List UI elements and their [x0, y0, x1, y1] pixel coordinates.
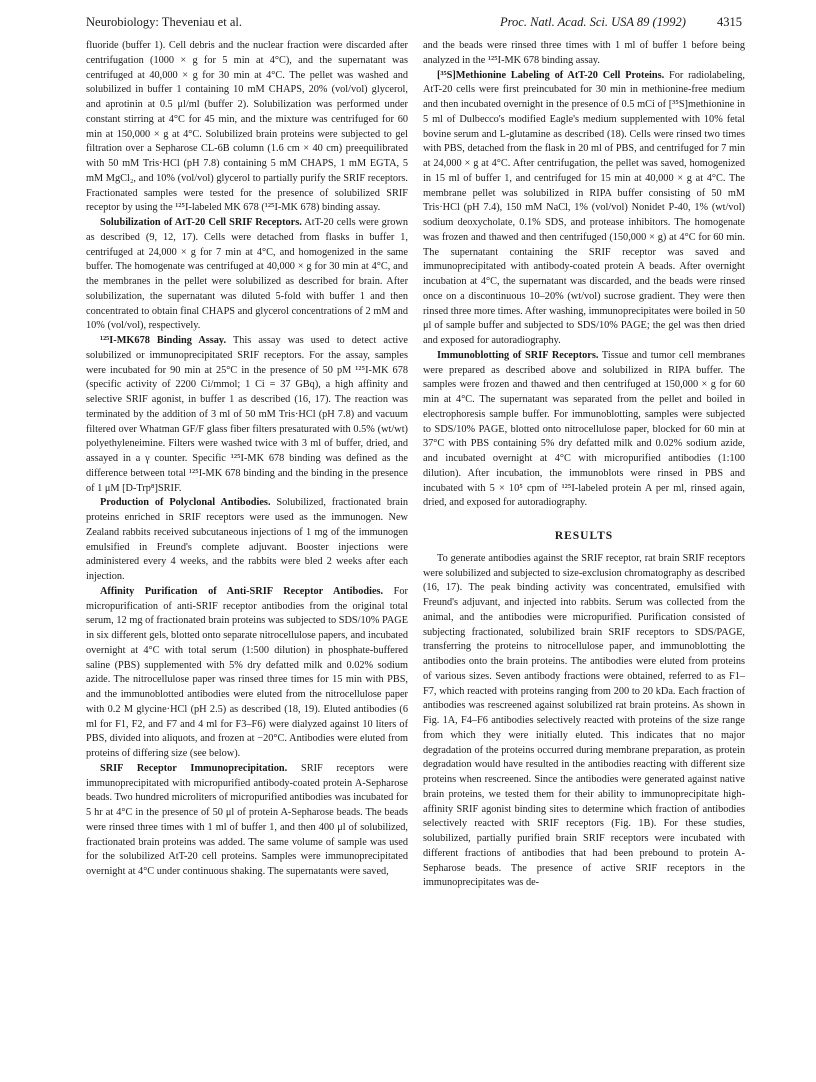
section-title-att20-solubilization: Solubilization of AtT-20 Cell SRIF Receptors.: [100, 217, 302, 228]
paragraph-binding-assay: [86, 334, 408, 496]
paragraph-immunoprecipitation: [86, 762, 408, 880]
paragraph-affinity-purification: [86, 585, 408, 762]
section-body-methionine-labeling: For radiolabeling, AtT-20 cells were first preincubated for 30 min in methionine-free medium and then incubated overnight in the presence of 0.5 mCi of [³⁵S]methionine in 5 ml of Dulbecco's modified Eagle's medium supplemented with 10% fetal bovine serum and L-glutamine as described (18). Cells were rinsed two times with PBS, detached from the flask in 20 ml of PBS, and centrifuged for 7 min at 24,000 × g at 4°C. After centrifugation, the pellet was saved, homogenized in 15 ml of buffer 1, and centrifuged for 15 min at 40,000 × g at 4°C. The membrane pellet was solubilized in RIPA buffer consisting of 50 mM Tris·HCl (pH 7.4), 150 mM NaCl, 1% (vol/vol) Nonidet P-40, 1% (wt/vol) sodium deoxycholate, 0.1% SDS, and protease inhibitors. The homogenate was frozen and thawed and then centrifuged (150,000 × g) at 4°C for 60 min. The supernatant containing the SRIF receptor was saved and immunoprecipitated with antibody-coated protein A beads. After overnight incubation at 4°C, the supernatant was discarded, and the beads were rinsed once on a discontinuous 10–20% (wt/vol) sucrose gradient. They were then rinsed three more times. After washing, immunoprecipitates were boiled in 50 μl of sample buffer and subjected to SDS/10% PAGE; the gel was then dried and exposed for autoradiography.: [423, 69, 745, 346]
header-page-number: 4315: [717, 15, 742, 29]
section-title-affinity-purification: Affinity Purification of Anti-SRIF Receptor Antibodies.: [100, 585, 384, 597]
section-body-antibody-production: Solubilized, fractionated brain proteins enriched in SRIF receptors were used as the immunogen. New Zealand rabbits received subcutaneous injections of 1 mg of the immunogen emulsified in Freund's complete adjuvant. Booster injections were administered every 4 weeks, and the rabbits were bled 2 weeks after each injection.: [86, 497, 408, 582]
section-body-binding-assay: This assay was used to detect active solubilized or immunoprecipitated SRIF receptors. For the assay, samples were incubated for 90 min at 25°C in the presence of 50 pM ¹²⁵I-MK 678 (specific activity of 2200 Ci/mmol; 1 Ci = 37 GBq), a high affinity and selective SRIF agonist, in buffer 1 as described (16, 17). The reaction was terminated by the addition of 3 ml of 50 mM Tris·HCl (pH 7.8) and vacuum filtered over Whatman GF/F glass fiber filters presaturated with 0.5% (wt/wt) polyethyleneimine. Filters were washed twice with 3 ml of buffer, dried, and assayed in a γ counter. Specific ¹²⁵I-MK 678 binding was defined as the difference between total ¹²⁵I-MK 678 binding and the binding in the presence of 1 μM [D-Trp⁸]SRIF.: [86, 335, 408, 494]
paragraph-antibody-production: [86, 496, 408, 585]
right-column: [423, 39, 745, 1075]
section-body-affinity-purification: For micropurification of anti-SRIF receptor antibodies from the original total serum, 12 mg of fractionated brain proteins was subjected to SDS/10% PAGE in six different gels, blotted onto separate nitrocellulose papers, and incubated overnight at 4°C with total serum (1:500 dilution) in phosphate-buffered saline (PBS) supplemented with 5% dry defatted milk and 0.02% sodium azide. The nitrocellulose paper was rinsed three times for 15 min with PBS, and the immunoblotted antibodies were eluted from the nitrocellulose paper with 0.2 M glycine·HCl (pH 2.5) as described (18, 19). Eluted antibodies (6 ml for F1, F2, and F7 and 4 ml for F3–F6) were dialyzed against 10 liters of PBS, divided into aliquots, and frozen at −20°C. Antibodies were eluted from proteins of differing size (see below).: [86, 585, 408, 759]
header-journal-citation: Proc. Natl. Acad. Sci. USA 89 (1992): [500, 15, 686, 29]
section-body-att20-solubilization: AtT-20 cells were grown as described (9, 12, 17). Cells were detached from flasks in buffer 1, centrifuged at 24,000 × g for 7 min at 4°C, and homogenized in the same buffer. The homogenate was centrifuged at 40,000 × g for 30 min at 4°C, and the membranes in the pellet were solubilized as described for brain. After solubilization, the supernatant was diluted 5-fold with buffer 1 and then concentrated to obtain final CHAPS and glycerol concentrations of 2 mM and 10% (vol/vol), respectively.: [86, 217, 408, 332]
section-body-immunoblotting: Tissue and tumor cell membranes were prepared as described above and solubilized in RIPA buffer. The samples were frozen and thawed and then centrifuged at 150,000 × g for 60 min at 4°C. The supernatant was separated from the pellet and boiled in electrophoresis sample buffer. For immunoblotting, samples were subjected to SDS/10% PAGE, blotted onto nitrocellulose paper, blocked for 60 min at 37°C with PBS containing 5% dry defatted milk and 0.02% sodium azide, and incubated overnight at 4°C with micropurified antibodies (1:100 dilution). After incubation, the immunoblots were rinsed in PBS and incubated with 5 × 10⁵ cpm of ¹²⁵I-labeled protein A per ml, rinsed again, dried, and exposed for autoradiography.: [423, 349, 745, 509]
paragraph-results: To generate antibodies against the SRIF receptor, rat brain SRIF receptors were solubilized and subjected to size-exclusion chromatography as described (16, 17). The peak binding activity was concentrated, emulsified with Freund's adjuvant, and injected into rabbits. Serum was collected from the animal, and the antibodies were micropurified. Purification consisted of subjecting fractionated, solubilized brain SRIF receptors to SDS/PAGE, transferring the proteins to nitrocellulose paper, and immunoblotting the antibodies onto the brain proteins. The antibodies were eluted from proteins of various sizes. Seven antibody fractions were obtained, referred to as F1–F7, which reacted with proteins ranging from 200 to 20 kDa. Each fraction of antibodies was rescreened against solubilized rat brain proteins. As shown in Fig. 1A, F4–F6 antibodies selectively reacted with proteins of the size range from which they were initially eluted. This indicates that no major degradation of the proteins occurred during membrane preparation, as protein degradation would have resulted in the antibodies reacting with different size proteins when rescreened. Since the antibodies were generated against native brain proteins, we tested them for their ability to immunoprecipitate high-affinity SRIF agonist binding sites to determine which fraction of antibodies selectively reacted with SRIF receptors (Fig. 1B). For these studies, solubilized, partially purified brain SRIF receptors were incubated with different fractions of antibodies that had been prebound to protein A-Sepharose beads. The presence of active SRIF receptors in the immunoprecipitates was de-: [423, 552, 745, 889]
paragraph-buffer-continuation: fluoride (buffer 1). Cell debris and the nuclear fraction were discarded after centrifugation (1000 × g for 5 min at 4°C), and the supernatant was centrifuged at 40,000 × g for 30 min at 4°C. The pellet was washed and solubilized in buffer 1 containing 10 mM CHAPS, 20% (vol/vol) glycerol, and aprotinin at 0.5 μl/ml (buffer 2). Solubilization was performed under constant stirring at 4°C for 45 min, and the mixture was centrifuged for 60 min at 150,000 × g at 4°C. Solubilized brain proteins were subjected to gel filtration over a Sepharose CL-6B column (1.6 cm × 40 cm) preequilibrated with 50 mM Tris·HCl (pH 7.8) containing 5 mM CHAPS, 1 mM EGTA, 5 mM MgCl₂, and 10% (vol/vol) glycerol to partially purify the SRIF receptors. Fractionated samples were tested for the presence of solubilized SRIF receptor by using the ¹²⁵I-labeled MK 678 (¹²⁵I-MK 678) binding assay.: [86, 40, 408, 214]
paragraph-immunoblotting: [423, 349, 745, 511]
paragraph-immunoprecipitation-continuation: and the beads were rinsed three times with 1 ml of buffer 1 before being analyzed in the ¹²⁵I-MK 678 binding assay.: [423, 40, 745, 66]
results-heading: RESULTS: [554, 530, 614, 542]
paragraph-methionine-labeling: [423, 69, 745, 349]
section-title-immunoprecipitation: SRIF Receptor Immunoprecipitation.: [100, 762, 288, 774]
section-title-methionine-labeling: [³⁵S]Methionine Labeling of AtT-20 Cell Proteins.: [437, 69, 665, 81]
paragraph-att20-solubilization: [86, 216, 408, 334]
section-body-immunoprecipitation: SRIF receptors were immunoprecipitated with micropurified antibody-coated protein A-Sepharose beads. Two hundred microliters of micropurified antibodies was incubated for 5 hr at 4°C in the presence of 50 μl of protein A-Sepharose beads. The beads were rinsed three times with 1 ml of buffer 1, and then 400 μl of solubilized, fractionated brain proteins was added. The same volume of sample was used for the solubilized AtT-20 cell proteins. Samples were immunoprecipitated overnight at 4°C under continuous shaking. The supernatants were saved,: [86, 762, 408, 877]
section-title-immunoblotting: Immunoblotting of SRIF Receptors.: [437, 349, 599, 361]
running-header: [86, 12, 742, 32]
left-column: [86, 39, 408, 1075]
header-section-authors: Neurobiology: Theveniau et al.: [86, 15, 242, 29]
section-title-antibody-production: Production of Polyclonal Antibodies.: [100, 497, 271, 509]
section-title-binding-assay: ¹²⁵I-MK678 Binding Assay.: [100, 335, 227, 346]
